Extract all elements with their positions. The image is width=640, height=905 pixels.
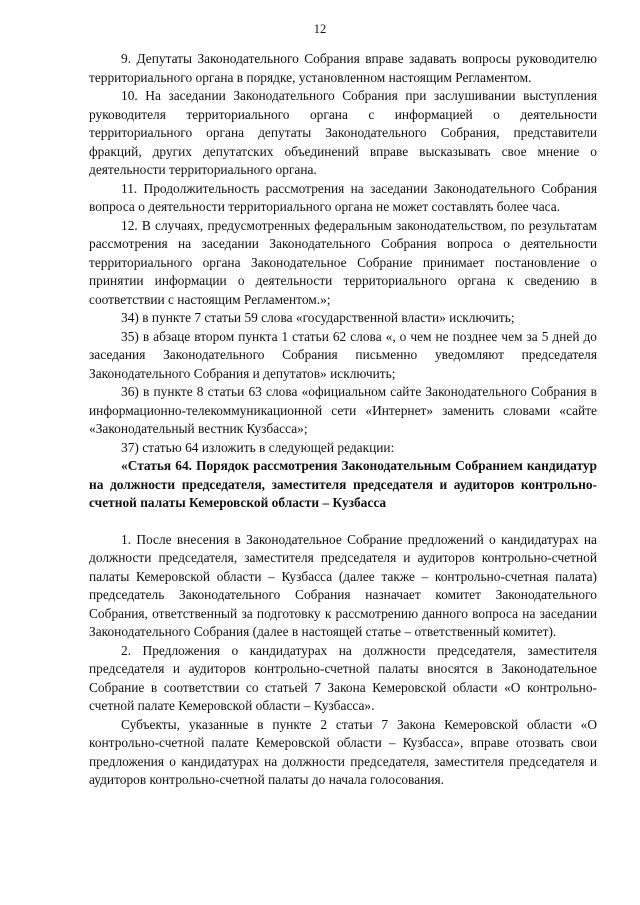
article-64-heading: «Статья 64. Порядок рассмотрения Законодательным Собранием кандидатур на должности председателя, заместителя председателя и аудиторов контрольно-счетной палаты Кемеровской области – Кузбасса [89,458,597,510]
article-64-paragraph-subjects: Субъекты, указанные в пункте 2 статьи 7 Закона Кемеровской области «О контрольно-счетной палате Кемеровской области – Кузбасса», вправе отозвать свои предложения о кандидатурах на должности председателя, заместителя председателя и аудиторов контрольно-счетной палаты до начала голосования. [89,716,597,787]
paragraph-9: 9. Депутаты Законодательного Собрания вправе задавать вопросы руководителю территориального органа в порядке, установленном настоящим Регламентом. [89,51,597,85]
amendment-34: 34) в пункте 7 статьи 59 слова «государственной власти» исключить; [121,310,515,325]
amendment-36: 36) в пункте 8 статьи 63 слова «официальном сайте Законодательного Собрания в информационно-телекоммуникационной сети «Интернет» заменить словами «сайте «Законодательный вестник Кузбасса»; [89,384,597,436]
article-64-paragraph-2: 2. Предложения о кандидатурах на должности председателя, заместителя председателя и аудиторов контрольно-счетной палаты вносятся в Законодательное Собрание в соответствии со статьей 7 Закона Кемеровской области «О контрольно-счетной палате Кемеровской области – Кузбасса». [89,642,597,713]
paragraph-10: 10. На заседании Законодательного Собрания при заслушивании выступления руководителя территориального органа с информацией о деятельности территориального органа депутаты Законодательного Собрания, представители фракций, других депутатских объединений вправе высказывать свое мнение о деятельности территориального органа. [89,88,597,177]
paragraph-11: 11. Продолжительность рассмотрения на заседании Законодательного Собрания вопроса о деятельности территориального органа не может составлять более часа. [89,180,597,214]
document-body [89,50,597,790]
page-number: 12 [313,22,327,36]
amendment-37: 37) статью 64 изложить в следующей редакции: [121,439,395,455]
article-64-paragraph-1: 1. После внесения в Законодательное Собрание предложений о кандидатурах на должности председателя, заместителя председателя и аудиторов контрольно-счетной палаты Кемеровской области – Кузбасса (далее также – контрольно-счетная палата) председатель Законодательного Собрания назначает комитет Законодательного Собрания, ответственный за подготовку к рассмотрению данного вопроса на заседании Законодательного Собрания (далее в настоящей статье – ответственный комитет). [89,531,597,639]
amendment-35: 35) в абзаце втором пункта 1 статьи 62 слова «, о чем не позднее чем за 5 дней до заседания Законодательного Собрания письменно уведомляют председателя Законодательного Собрания и депутатов» исключить; [89,328,597,381]
paragraph-12: 12. В случаях, предусмотренных федеральным законодательством, по результатам рассмотрения на заседании Законодательного Собрания вопроса о деятельности территориального органа Законодательное Собрание принимает постановление о принятии информации о деятельности территориального органа к сведению в соответствии с настоящим Регламентом.»; [89,217,597,307]
